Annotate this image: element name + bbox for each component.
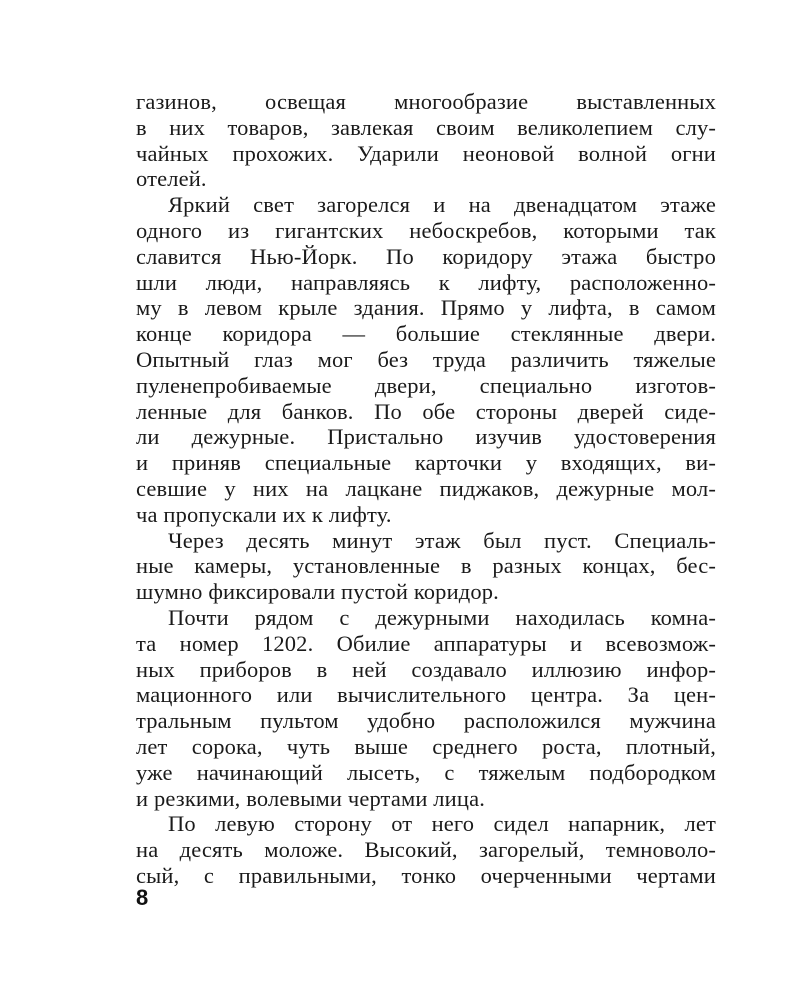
text-line: севшие у них на лацкане пиджаков, дежурные мол- [136, 475, 716, 501]
text-line: ли дежурные. Пристально изучив удостоверения [136, 424, 716, 450]
text-line: лет сорока, чуть выше среднего роста, плотный, [136, 733, 716, 759]
page-body-text [136, 89, 716, 889]
text-line: Почти рядом с дежурными находилась комна- [168, 604, 716, 630]
text-line: му в левом крыле здания. Прямо у лифта, в самом [136, 295, 716, 321]
text-line: конце коридора — большие стеклянные двери. [136, 321, 716, 347]
text-line: отелей. [136, 166, 207, 192]
text-line: ных приборов в ней создавало иллюзию инфор- [136, 656, 716, 682]
text-line: чайных прохожих. Ударили неоновой волной огни [136, 140, 716, 166]
text-line: пуленепробиваемые двери, специально изготов- [136, 372, 716, 398]
text-line: в них товаров, завлекая своим великолепием слу- [136, 114, 716, 140]
text-line: газинов, освещая многообразие выставленных [136, 89, 716, 114]
text-line: шумно фиксировали пустой коридор. [136, 579, 499, 605]
text-line: одного из гигантских небоскребов, которыми так [136, 217, 716, 243]
text-line: уже начинающий лысеть, с тяжелым подбородком [136, 759, 716, 785]
text-line: славится Нью-Йорк. По коридору этажа быстро [136, 243, 716, 269]
text-line: и резкими, волевыми чертами лица. [136, 785, 485, 811]
text-line: ча пропускали их к лифту. [136, 501, 392, 527]
text-line: на десять моложе. Высокий, загорелый, темноволо- [136, 837, 716, 863]
text-line: ные камеры, установленные в разных концах, бес- [136, 553, 716, 579]
text-line: По левую сторону от него сидел напарник, лет [168, 811, 716, 837]
text-line: Опытный глаз мог без труда различить тяжелые [136, 346, 716, 372]
text-line: мационного или вычислительного центра. За цен- [136, 682, 716, 708]
text-line: Яркий свет загорелся и на двенадцатом этаже [168, 192, 716, 218]
text-line: Через десять минут этаж был пуст. Специаль- [168, 527, 716, 553]
text-line: сый, с правильными, тонко очерченными чертами [136, 862, 716, 888]
text-line: и приняв специальные карточки у входящих, ви- [136, 450, 716, 476]
text-line: та номер 1202. Обилие аппаратуры и всевозмож- [136, 630, 716, 656]
text-line: ленные для банков. По обе стороны дверей сиде- [136, 398, 716, 424]
text-line: шли люди, направляясь к лифту, расположенно- [136, 269, 716, 295]
text-line: тральным пультом удобно расположился мужчина [136, 708, 716, 734]
page-number: 8 [136, 885, 149, 910]
